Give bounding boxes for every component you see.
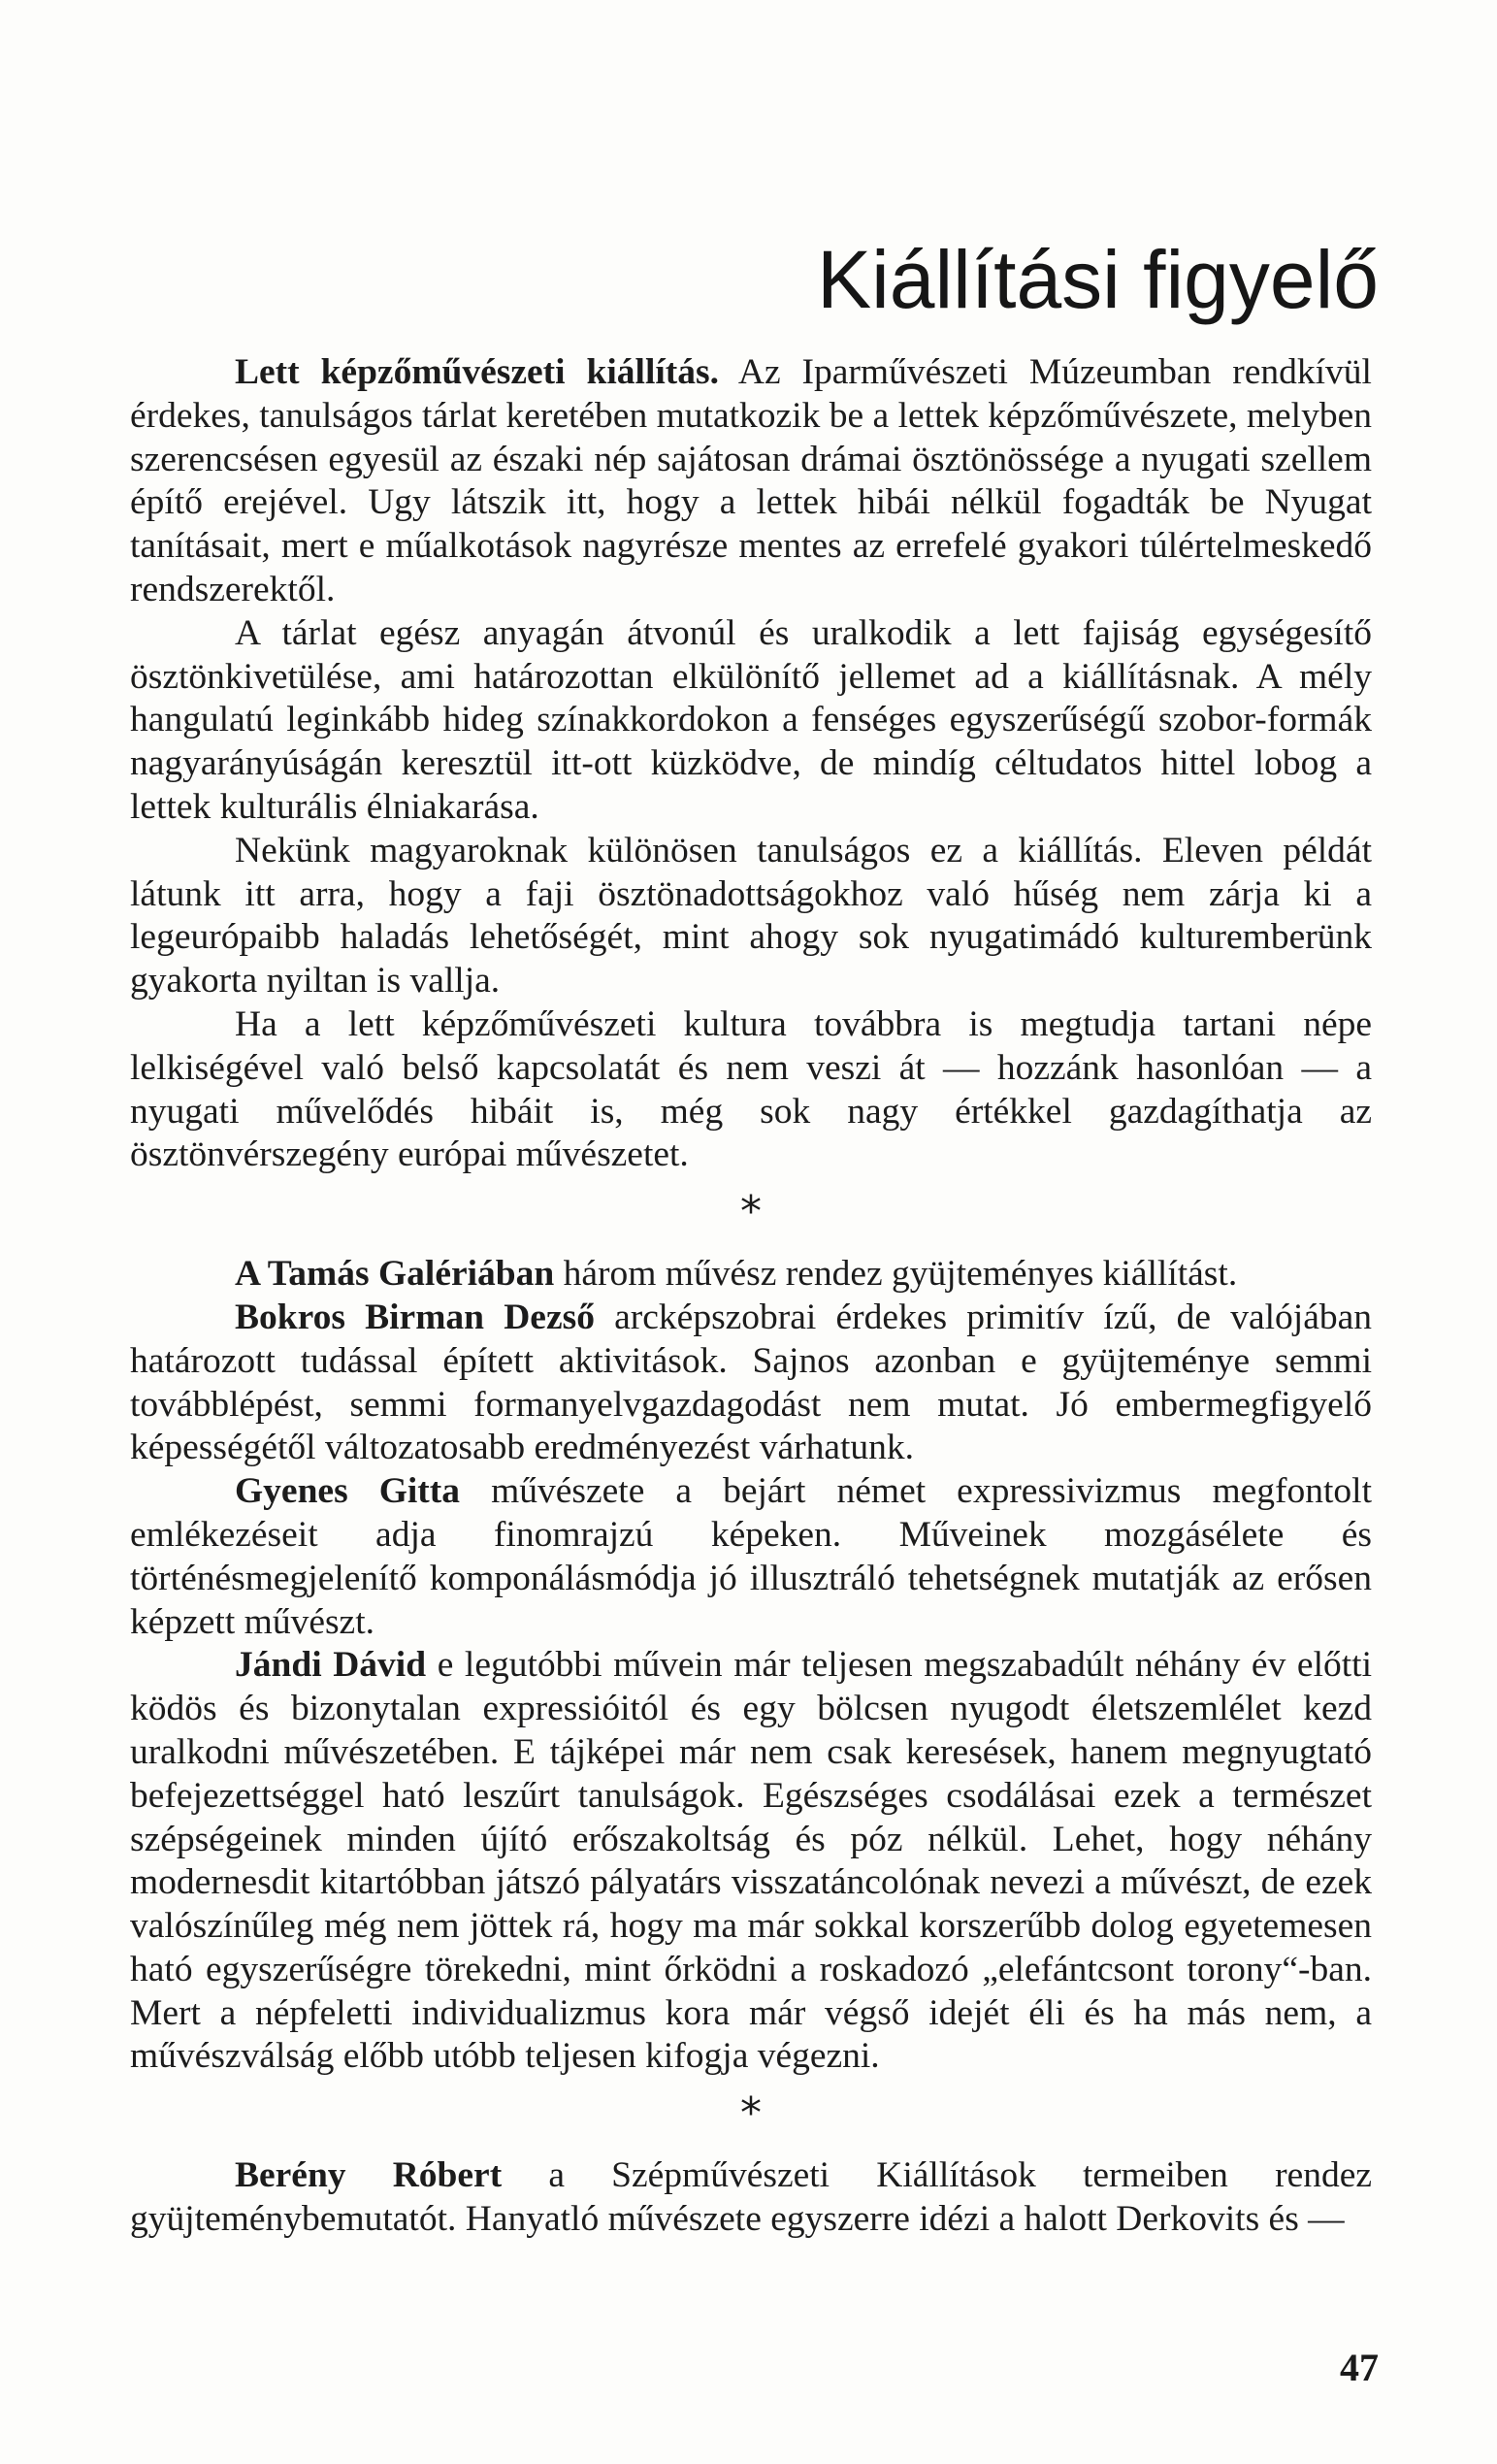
artist-name: Gyenes Gitta	[235, 1471, 461, 1512]
paragraph-text: e legutóbbi művein már teljesen megszabadúlt néhány év előtti ködös és bizonytalan expressióitól és egy bölcsen nyugodt életszemlélet kezd uralkodni művészetében. E tájképei már nem csak keresések, hanem megnyugtató befejezettséggel ható leszűrt tanulságok. Egészséges csodálásai ezek a természet szépségeinek minden újító erőszakoltság és póz nélkül. Lehet, hogy néhány modernesdit kitartóbban játszó pályatárs visszatáncolónak nevezi a művészt, de ezek valószínűleg még nem jöttek rá, hogy ma már sokkal korszerűbb dolog egyetemesen ható egyszerűségre törekedni, mint őrködni a roskadozó „elefántcsont torony“-ban. Mert a népfeletti individualizmus kora már végső idejét éli és ha más nem, a művészválság előbb utóbb teljesen kifogja végezni.	[130, 1645, 1372, 2077]
paragraph: Nekünk magyaroknak különösen tanulságos ez a kiállítás. Eleven példát látunk itt arra, hogy a faji ösztönadottságokhoz való hűség nem zárja ki a legeurópaibb haladás lehetőségét, mint ahogy sok nyugatimádó kulturemberünk gyakorta nyiltan is vallja.	[130, 830, 1372, 1002]
paragraph	[130, 1644, 1372, 2079]
artist-name: Berény Róbert	[235, 2155, 503, 2196]
page-title: Kiállítási figyelő	[817, 234, 1379, 326]
paragraph	[130, 1470, 1372, 1644]
paragraph	[130, 1297, 1372, 1470]
paragraph-text: Az Iparművészeti Múzeumban rendkívül érdekes, tanulságos tárlat keretében mutatkozik be a lettek képzőművészete, melyben szerencsésen egyesül az északi nép sajátosan drámai ösztönössége a nyugati szellem építő erejével. Ugy látszik itt, hogy a lettek hibái nélkül fogadták be Nyugat tanításait, mert e műalkotások nagyrésze mentes az errefelé gyakori túlértelmeskedő rendszerektől.	[130, 352, 1372, 609]
paragraph-text: a Szépművészeti Kiállítások termeiben rendez gyüjteménybemutatót. Hanyatló művészete egyszerre idézi a halott Derkovits és —	[130, 2155, 1372, 2240]
paragraph: A tárlat egész anyagán átvonúl és uralkodik a lett fajiság egységesítő ösztönkivetülése, ami határozottan elkülönítő jellemet ad a kiállításnak. A mély hangulatú leginkább hideg színakkordokon a fenséges egyszerűségű szobor-formák nagyarányúságán keresztül itt-ott küzködve, de mindíg céltudatos hittel lobog a lettek kulturális élniakarása.	[130, 612, 1372, 827]
heading-lead: A Tamás Galériában	[235, 1254, 555, 1295]
asterisk-separator: *	[740, 2088, 762, 2139]
paragraph	[130, 2154, 1372, 2242]
heading-lead: Lett képzőművészeti kiállítás.	[235, 352, 720, 392]
paragraph-text: arcképszobrai érdekes primitív ízű, de valójában határozott tudással épített aktivitások. Sajnos azonban e gyüjteménye semmi továbblépést, semmi formanyelvgazdagodást nem mutat. Jó embermegfigyelő képességétől változatosabb eredményezést várhatunk.	[130, 1297, 1372, 1468]
page-number: 47	[1340, 2346, 1379, 2389]
article-body	[130, 351, 1372, 2242]
paragraph	[130, 1253, 1372, 1297]
paragraph-text: művészete a bejárt német expressivizmus megfontolt emlékezéseit adja finomrajzú képeken. Műveinek mozgásélete és történésmegjelenítő komponálásmódja jó illusztráló tehetségnek mutatják az erősen képzett művészt.	[130, 1471, 1372, 1642]
paragraph: Ha a lett képzőművészeti kultura továbbra is megtudja tartani népe lelkiségével való belső kapcsolatát és nem veszi át — hozzánk hasonlóan — a nyugati művelődés hibáit is, még sok nagy értékkel gazdagíthatja az ösztönvérszegény európai művészetet.	[130, 1003, 1372, 1175]
paragraph	[130, 351, 1372, 612]
asterisk-separator: *	[740, 1187, 762, 1237]
artist-name: Jándi Dávid	[235, 1645, 427, 1686]
artist-name: Bokros Birman Dezső	[235, 1297, 595, 1337]
paragraph-text: három művész rendez gyüjteményes kiállítást.	[554, 1254, 1238, 1295]
